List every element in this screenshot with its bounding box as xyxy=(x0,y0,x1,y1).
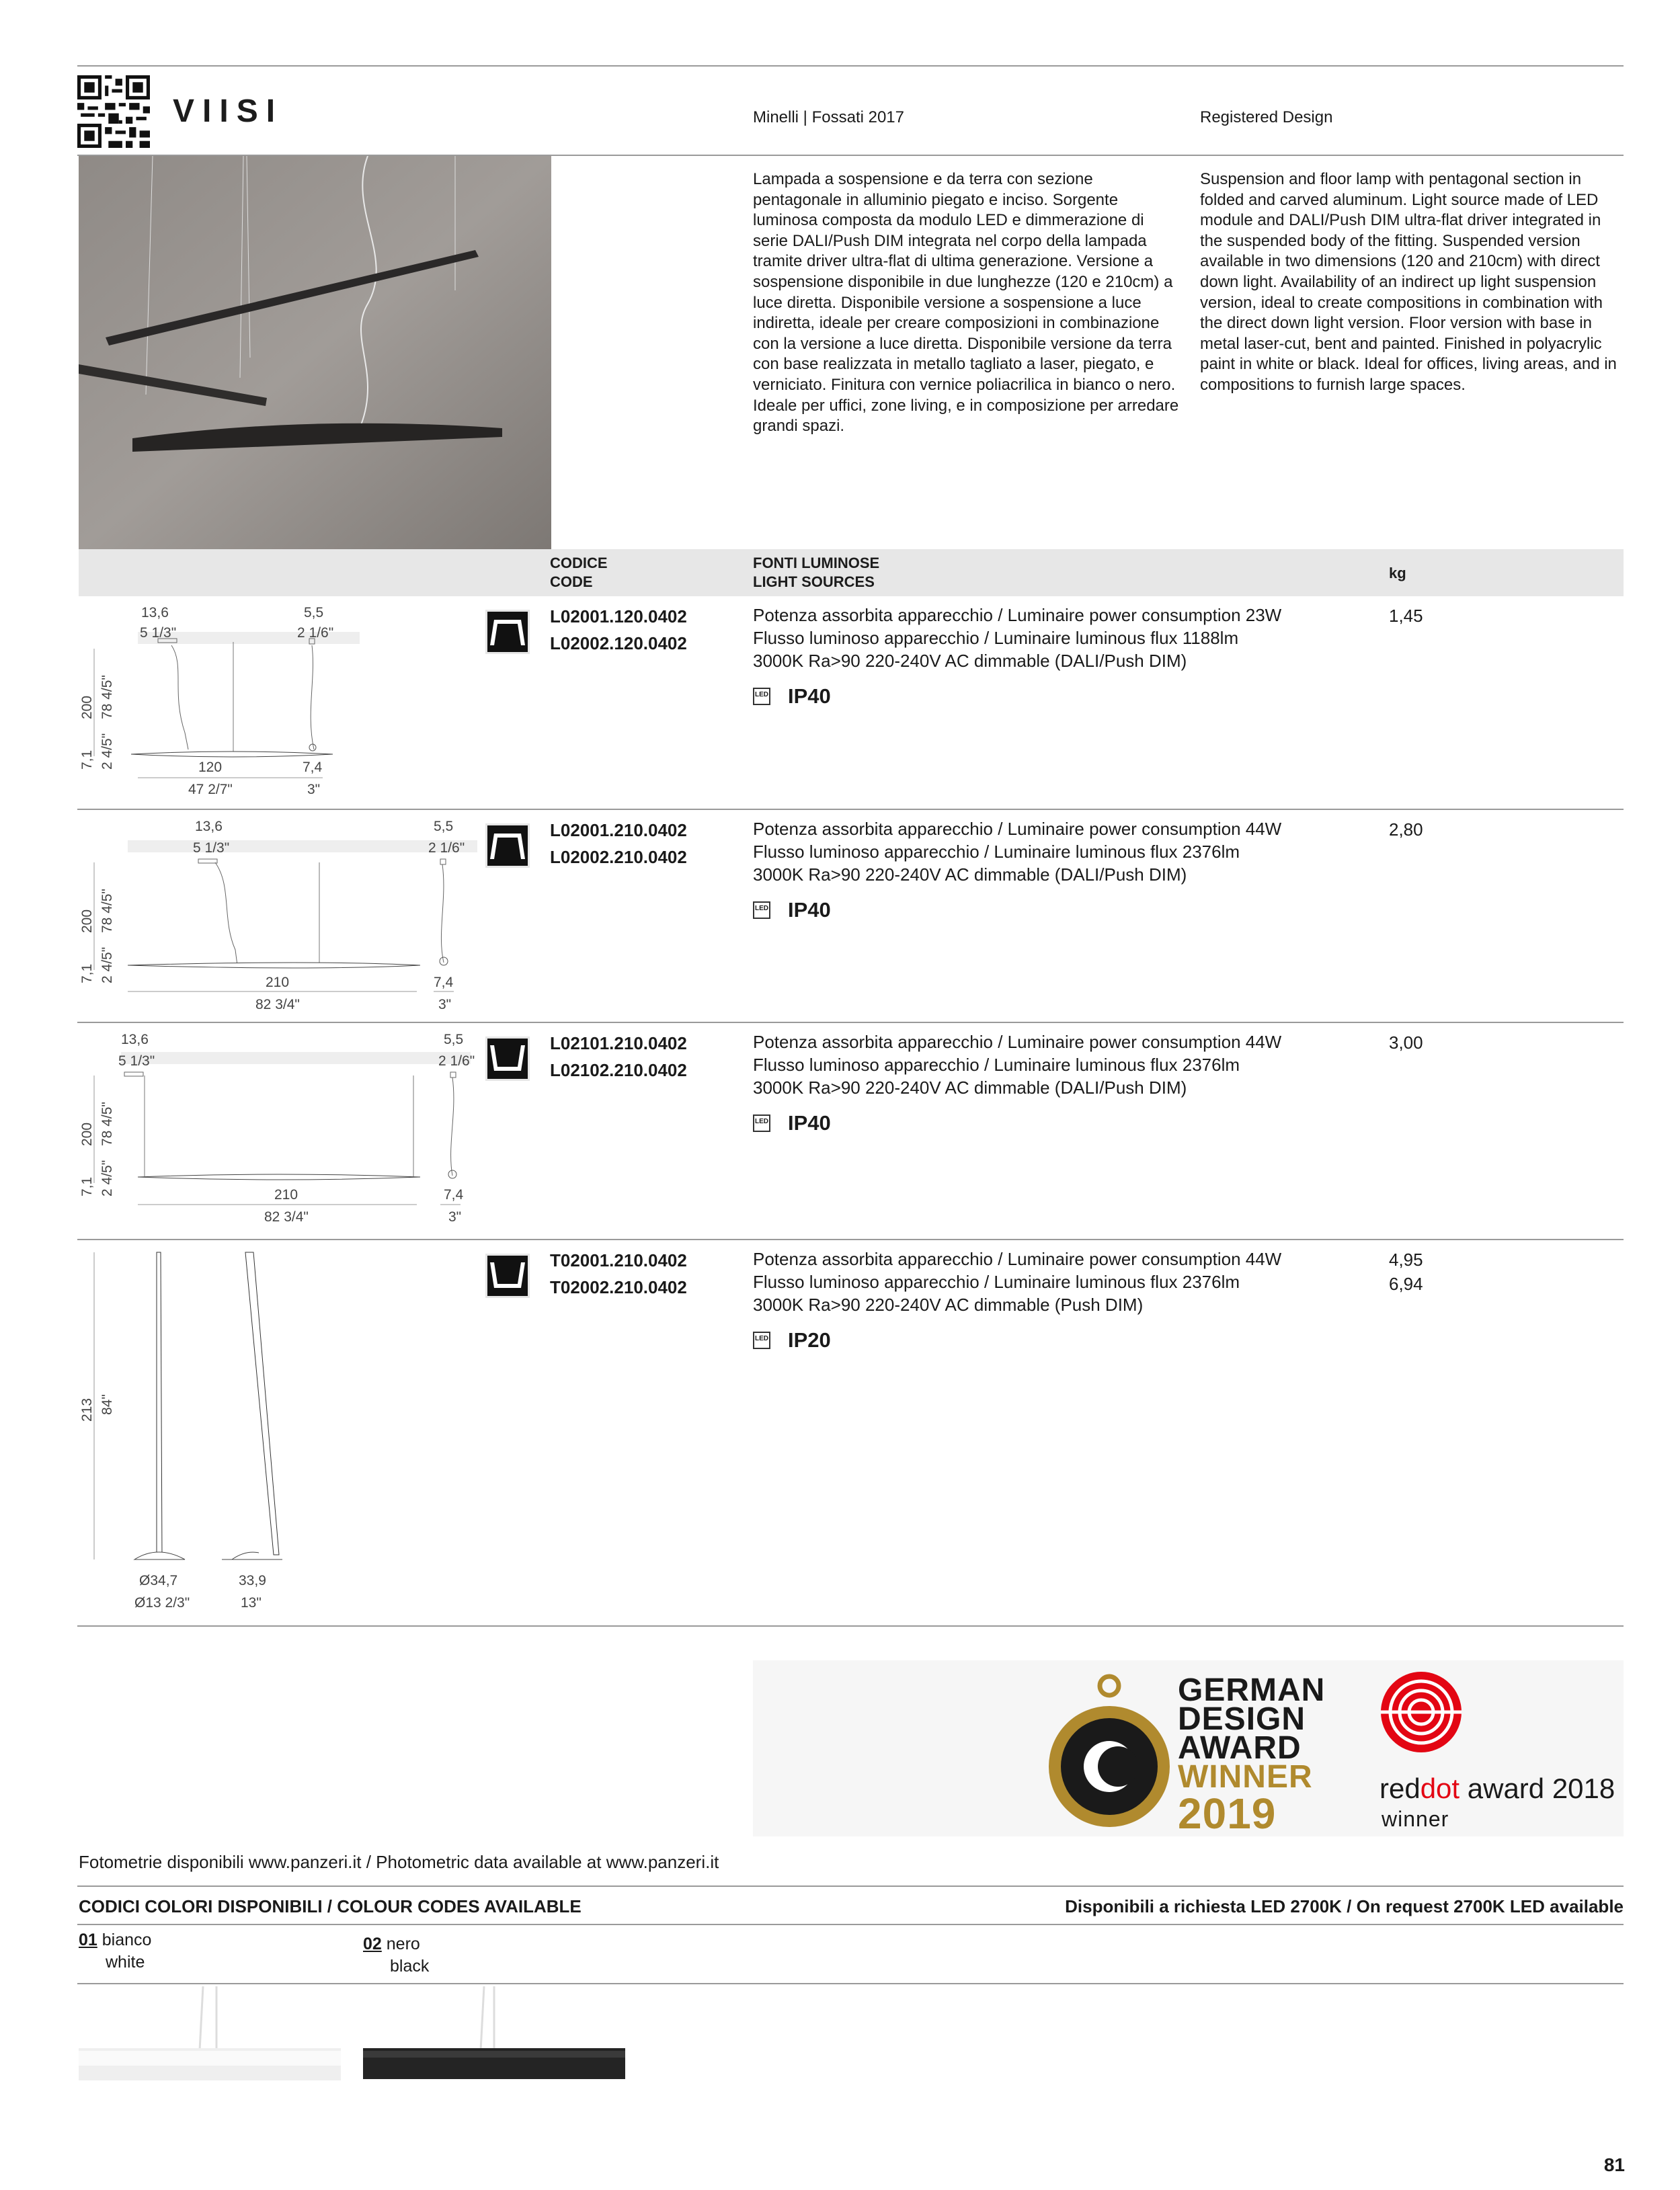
ip-rating: IP40 xyxy=(788,684,831,708)
dim-height-in: 78 4/5" xyxy=(99,675,115,719)
dim-base-in: Ø13 2/3" xyxy=(134,1595,190,1611)
section-profile-icon xyxy=(485,610,530,654)
white-lamp-swatch xyxy=(79,1986,348,2094)
row-rule xyxy=(77,1022,1624,1023)
dim-length-in: 82 3/4" xyxy=(264,1209,309,1225)
row-rule xyxy=(77,1239,1624,1240)
header-kg: kg xyxy=(1389,565,1406,581)
description-it: Lampada a sospensione e da terra con sezione pentagonale in alluminio piegato e inciso. Sorgente luminosa composta da modulo LED e dimmerazione di serie DALI/Push DIM integrata nel corpo della lampada tramite driver ultra-flat di ultima generazione. Versione a sospensione disponibile in due lunghezze (120 e 210cm) a luce diretta. Disponibile versione a sospensione a luce indiretta, ideale per creare composizioni in combinazione con la versione a luce diretta. Disponibile versione da terra con base realizzata in metallo tagliato a laser, piegato, e verniciato. Finitura con vernice poliacrilica in bianco o nero. Ideale per uffici, zone living, e in composizione per arredare grandi spazi. xyxy=(753,170,1179,436)
dim-canopy-in: 5 1/3" xyxy=(193,840,230,856)
product-specs: Potenza assorbita apparecchio / Luminaire power consumption 44W Flusso luminoso apparecchio / Luminaire luminous flux 2376lm 3000K Ra>90 220-240V AC dimmable (DALI/Push DIM) xyxy=(753,1032,1282,1098)
dim-length-in: 47 2/7" xyxy=(188,782,233,797)
footer-rule xyxy=(77,1885,1624,1887)
dim-canopy: 13,6 xyxy=(141,605,169,620)
dim-driver-in: 2 1/6" xyxy=(428,840,465,856)
dim-section-in: 2 4/5" xyxy=(99,1160,115,1197)
dim-canopy-in: 5 1/3" xyxy=(118,1053,155,1069)
dim-section: 7,1 xyxy=(79,749,95,770)
dim-base: Ø34,7 xyxy=(139,1573,178,1588)
dim-length: 210 xyxy=(274,1187,298,1203)
colour-black: 02 nero black xyxy=(363,1935,430,1976)
reddot-icon xyxy=(1379,1670,1464,1754)
ip-rating: IP20 xyxy=(788,1328,831,1352)
dim-height: 200 xyxy=(79,1122,95,1146)
dim-foot-in: 13" xyxy=(241,1595,262,1611)
product-specs: Potenza assorbita apparecchio / Luminaire power consumption 44W Flusso luminoso apparecchio / Luminaire luminous flux 2376lm 3000K Ra>90 220-240V AC dimmable (DALI/Push DIM) xyxy=(753,819,1282,885)
designers: Minelli | Fossati 2017 xyxy=(753,108,904,126)
dim-depth-in: 3" xyxy=(307,782,321,797)
description-en: Suspension and floor lamp with pentagonal section in folded and carved aluminum. Light source made of LED module and DALI/Push DIM ultra-flat driver integrated in the suspended body of the fitting. Suspended version available in two dimensions (120 and 210cm) with direct down light. Availability of an indirect up light suspension version, ideal to create compositions in combination with the direct down light version. Floor version with base in metal laser-cut, bent and painted. Finished in polyacrylic paint in white or black. Ideal for offices, living areas, and in compositions to furnish large spaces. xyxy=(1200,170,1617,394)
footer-rule-3 xyxy=(77,1983,1624,1984)
product-title: VIISI xyxy=(173,93,284,129)
on-request-note: Disponibili a richiesta LED 2700K / On request 2700K LED available xyxy=(1065,1896,1624,1916)
section-profile-icon xyxy=(485,1254,530,1298)
reddot-award-text: reddot award 2018 xyxy=(1379,1773,1615,1804)
led-icon: LED xyxy=(753,688,770,705)
dim-canopy-in: 5 1/3" xyxy=(140,625,177,641)
dim-depth: 7,4 xyxy=(444,1187,464,1203)
dim-height: 200 xyxy=(79,695,95,719)
drawing-row4 xyxy=(77,1249,299,1585)
dim-driver: 5,5 xyxy=(434,819,454,834)
section-profile-icon xyxy=(485,823,530,868)
colour-codes-title: CODICI COLORI DISPONIBILI / COLOUR CODES AVAILABLE xyxy=(79,1896,582,1916)
dim-driver-in: 2 1/6" xyxy=(297,625,334,641)
top-rule xyxy=(77,65,1624,67)
dim-height: 213 xyxy=(79,1397,95,1422)
weight: 3,00 xyxy=(1389,1032,1423,1053)
header-code: CODICE CODE xyxy=(550,555,608,590)
weight: 4,95 6,94 xyxy=(1389,1250,1423,1294)
dim-depth-in: 3" xyxy=(448,1209,462,1225)
dim-height: 200 xyxy=(79,909,95,933)
qr-code xyxy=(77,75,150,148)
led-icon: LED xyxy=(753,1114,770,1132)
weight: 1,45 xyxy=(1389,606,1423,626)
german-design-award-text: GERMAN DESIGN AWARD WINNER 2019 xyxy=(1178,1672,1326,1838)
product-codes: L02101.210.0402 L02102.210.0402 xyxy=(550,1033,687,1080)
dim-canopy: 13,6 xyxy=(195,819,223,834)
header-sources: FONTI LUMINOSE LIGHT SOURCES xyxy=(753,555,880,590)
dim-length-in: 82 3/4" xyxy=(255,997,300,1012)
product-photo xyxy=(79,156,551,549)
german-design-award-icon xyxy=(1045,1672,1173,1834)
section-profile-icon xyxy=(485,1037,530,1081)
product-codes: L02001.120.0402 L02002.120.0402 xyxy=(550,606,687,653)
ip-rating: IP40 xyxy=(788,1111,831,1135)
dim-length: 120 xyxy=(198,760,223,775)
dim-foot: 33,9 xyxy=(239,1573,266,1588)
dim-height-in: 78 4/5" xyxy=(99,1102,115,1146)
page-number: 81 xyxy=(1603,2154,1625,2175)
dim-height-in: 84" xyxy=(99,1394,115,1415)
row-rule xyxy=(77,1625,1624,1627)
colour-white: 01 bianco white xyxy=(79,1931,152,1972)
photometric-note: Fotometrie disponibili www.panzeri.it / Photometric data available at www.panzeri.it xyxy=(79,1852,719,1872)
dim-height-in: 78 4/5" xyxy=(99,889,115,933)
dim-driver: 5,5 xyxy=(304,605,324,620)
product-codes: T02001.210.0402 T02002.210.0402 xyxy=(550,1250,687,1297)
dim-section-in: 2 4/5" xyxy=(99,733,115,770)
reddot-winner: winner xyxy=(1382,1807,1449,1831)
dim-canopy: 13,6 xyxy=(121,1032,149,1047)
weight: 2,80 xyxy=(1389,819,1423,840)
product-codes: L02001.210.0402 L02002.210.0402 xyxy=(550,820,687,867)
dim-section: 7,1 xyxy=(79,1176,95,1197)
dim-length: 210 xyxy=(266,975,290,990)
black-lamp-swatch xyxy=(363,1986,632,2094)
dim-driver-in: 2 1/6" xyxy=(438,1053,475,1069)
dim-driver: 5,5 xyxy=(444,1032,464,1047)
ip-rating: IP40 xyxy=(788,898,831,922)
dim-depth: 7,4 xyxy=(434,975,454,990)
product-specs: Potenza assorbita apparecchio / Luminaire power consumption 44W Flusso luminoso apparecchio / Luminaire luminous flux 2376lm 3000K Ra>90 220-240V AC dimmable (Push DIM) xyxy=(753,1249,1282,1315)
led-icon: LED xyxy=(753,1332,770,1349)
dim-section-in: 2 4/5" xyxy=(99,946,115,983)
row-rule xyxy=(77,809,1624,810)
dim-depth: 7,4 xyxy=(303,760,323,775)
led-icon: LED xyxy=(753,901,770,919)
dim-depth-in: 3" xyxy=(438,997,452,1012)
product-specs: Potenza assorbita apparecchio / Luminaire power consumption 23W Flusso luminoso apparecchio / Luminaire luminous flux 1188lm 3000K Ra>90 220-240V AC dimmable (DALI/Push DIM) xyxy=(753,605,1282,671)
dim-section: 7,1 xyxy=(79,963,95,983)
footer-rule-2 xyxy=(77,1924,1624,1925)
registered-design: Registered Design xyxy=(1200,108,1333,126)
